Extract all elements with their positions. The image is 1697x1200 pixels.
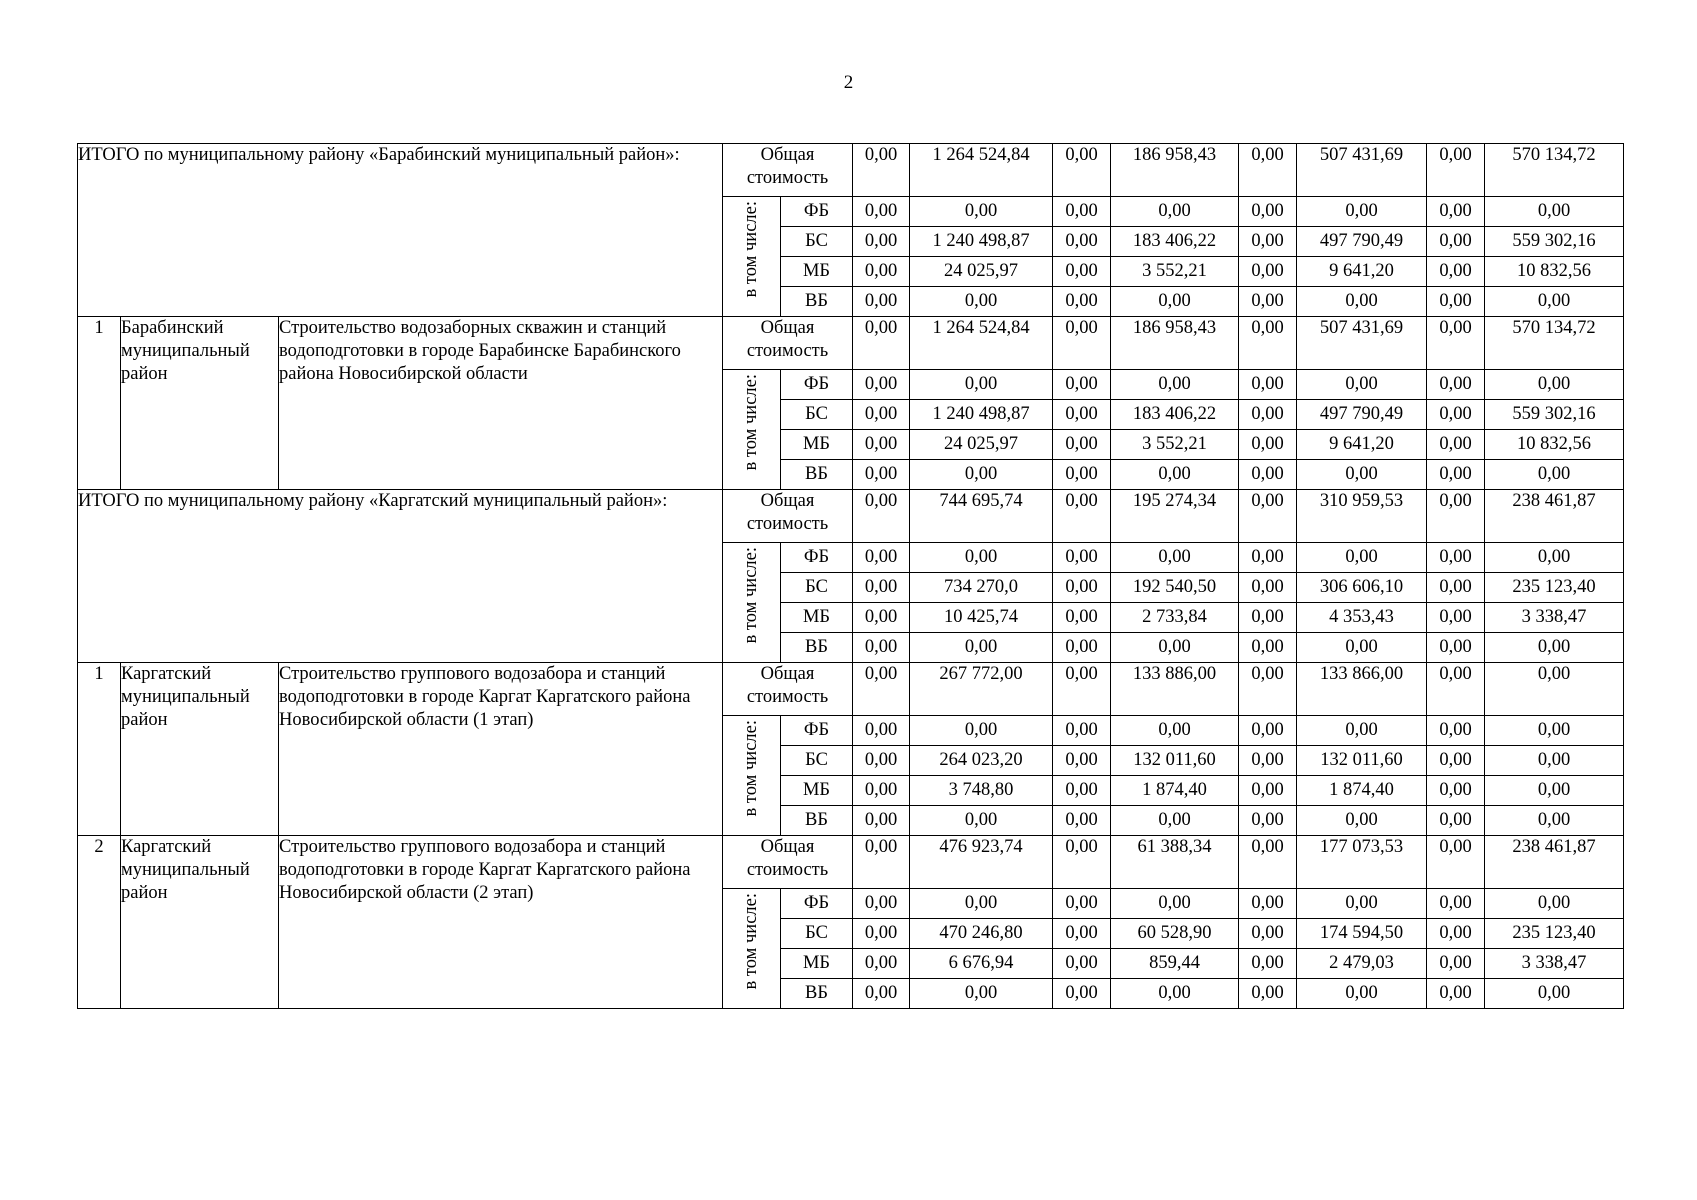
amount-cell: 132 011,60 xyxy=(1111,746,1239,776)
funding-source-label: МБ xyxy=(781,257,853,287)
amount-cell: 0,00 xyxy=(1053,633,1111,663)
amount-cell: 0,00 xyxy=(1053,806,1111,836)
amount-cell: 0,00 xyxy=(1427,197,1485,227)
amount-cell: 0,00 xyxy=(1239,633,1297,663)
amount-cell: 1 240 498,87 xyxy=(910,400,1053,430)
amount-cell: 186 958,43 xyxy=(1111,317,1239,370)
district-total-title: ИТОГО по муниципальному району «Барабинский муниципальный район»: xyxy=(78,144,723,317)
amount-cell: 3 552,21 xyxy=(1111,257,1239,287)
amount-cell: 0,00 xyxy=(1053,889,1111,919)
funding-source-label: МБ xyxy=(781,949,853,979)
amount-cell: 0,00 xyxy=(910,460,1053,490)
amount-cell: 0,00 xyxy=(1297,889,1427,919)
amount-cell: 0,00 xyxy=(1053,949,1111,979)
amount-cell: 0,00 xyxy=(1297,460,1427,490)
amount-cell: 3 338,47 xyxy=(1485,949,1624,979)
amount-cell: 177 073,53 xyxy=(1297,836,1427,889)
amount-cell: 0,00 xyxy=(1053,663,1111,716)
amount-cell: 0,00 xyxy=(910,979,1053,1009)
amount-cell: 60 528,90 xyxy=(1111,919,1239,949)
amount-cell: 0,00 xyxy=(853,716,910,746)
amount-cell: 0,00 xyxy=(1485,716,1624,746)
amount-cell: 10 832,56 xyxy=(1485,430,1624,460)
amount-cell: 235 123,40 xyxy=(1485,573,1624,603)
amount-cell: 0,00 xyxy=(1485,633,1624,663)
amount-cell: 0,00 xyxy=(1111,806,1239,836)
amount-cell: 0,00 xyxy=(1427,806,1485,836)
funding-source-label: ВБ xyxy=(781,633,853,663)
funding-source-label: МБ xyxy=(781,430,853,460)
amount-cell: 1 874,40 xyxy=(1111,776,1239,806)
amount-cell: 0,00 xyxy=(1239,806,1297,836)
amount-cell: 0,00 xyxy=(910,197,1053,227)
amount-cell: 0,00 xyxy=(1111,889,1239,919)
amount-cell: 0,00 xyxy=(1239,979,1297,1009)
amount-cell: 186 958,43 xyxy=(1111,144,1239,197)
amount-cell: 0,00 xyxy=(1111,370,1239,400)
amount-cell: 0,00 xyxy=(1485,806,1624,836)
amount-cell: 238 461,87 xyxy=(1485,836,1624,889)
amount-cell: 183 406,22 xyxy=(1111,227,1239,257)
amount-cell: 470 246,80 xyxy=(910,919,1053,949)
amount-cell: 0,00 xyxy=(1111,979,1239,1009)
amount-cell: 0,00 xyxy=(1427,836,1485,889)
amount-cell: 61 388,34 xyxy=(1111,836,1239,889)
amount-cell: 0,00 xyxy=(1053,317,1111,370)
amount-cell: 0,00 xyxy=(1053,603,1111,633)
amount-cell: 0,00 xyxy=(1427,257,1485,287)
funding-source-label: БС xyxy=(781,746,853,776)
amount-cell: 0,00 xyxy=(853,257,910,287)
amount-cell: 497 790,49 xyxy=(1297,400,1427,430)
amount-cell: 0,00 xyxy=(910,806,1053,836)
amount-cell: 3 338,47 xyxy=(1485,603,1624,633)
amount-cell: 0,00 xyxy=(1427,633,1485,663)
amount-cell: 0,00 xyxy=(1297,979,1427,1009)
amount-cell: 0,00 xyxy=(1239,776,1297,806)
amount-cell: 0,00 xyxy=(1427,603,1485,633)
total-cost-label: Общая стоимость xyxy=(723,490,853,543)
block-total-row xyxy=(78,663,1624,716)
including-label: в том числе: xyxy=(741,547,762,644)
block-total-row xyxy=(78,836,1624,889)
funding-source-label: МБ xyxy=(781,776,853,806)
amount-cell: 0,00 xyxy=(1297,716,1427,746)
item-index: 1 xyxy=(78,663,121,836)
amount-cell: 0,00 xyxy=(853,227,910,257)
amount-cell: 3 748,80 xyxy=(910,776,1053,806)
amount-cell: 235 123,40 xyxy=(1485,919,1624,949)
amount-cell: 4 353,43 xyxy=(1297,603,1427,633)
amount-cell: 0,00 xyxy=(1053,543,1111,573)
amount-cell: 0,00 xyxy=(1053,287,1111,317)
amount-cell: 0,00 xyxy=(853,889,910,919)
amount-cell: 0,00 xyxy=(1111,460,1239,490)
block-total-row xyxy=(78,144,1624,197)
amount-cell: 0,00 xyxy=(1111,633,1239,663)
amount-cell: 0,00 xyxy=(853,776,910,806)
amount-cell: 0,00 xyxy=(1427,430,1485,460)
funding-source-label: ВБ xyxy=(781,806,853,836)
amount-cell: 24 025,97 xyxy=(910,257,1053,287)
amount-cell: 0,00 xyxy=(1485,287,1624,317)
amount-cell: 0,00 xyxy=(1427,543,1485,573)
amount-cell: 0,00 xyxy=(1239,949,1297,979)
amount-cell: 0,00 xyxy=(1239,603,1297,633)
amount-cell: 0,00 xyxy=(910,889,1053,919)
amount-cell: 10 425,74 xyxy=(910,603,1053,633)
amount-cell: 0,00 xyxy=(1427,949,1485,979)
amount-cell: 174 594,50 xyxy=(1297,919,1427,949)
amount-cell: 0,00 xyxy=(1239,573,1297,603)
district-total-title: ИТОГО по муниципальному району «Каргатский муниципальный район»: xyxy=(78,490,723,663)
amount-cell: 0,00 xyxy=(1239,400,1297,430)
amount-cell: 0,00 xyxy=(1053,197,1111,227)
amount-cell: 476 923,74 xyxy=(910,836,1053,889)
amount-cell: 267 772,00 xyxy=(910,663,1053,716)
amount-cell: 0,00 xyxy=(910,370,1053,400)
amount-cell: 0,00 xyxy=(1053,460,1111,490)
amount-cell: 0,00 xyxy=(853,949,910,979)
amount-cell: 9 641,20 xyxy=(1297,257,1427,287)
amount-cell: 0,00 xyxy=(853,287,910,317)
funding-source-label: ФБ xyxy=(781,889,853,919)
amount-cell: 1 240 498,87 xyxy=(910,227,1053,257)
amount-cell: 0,00 xyxy=(1427,287,1485,317)
amount-cell: 3 552,21 xyxy=(1111,430,1239,460)
amount-cell: 0,00 xyxy=(853,490,910,543)
amount-cell: 0,00 xyxy=(1239,227,1297,257)
amount-cell: 0,00 xyxy=(1485,197,1624,227)
amount-cell: 0,00 xyxy=(853,919,910,949)
including-label-cell xyxy=(723,370,781,490)
amount-cell: 2 733,84 xyxy=(1111,603,1239,633)
amount-cell: 132 011,60 xyxy=(1297,746,1427,776)
amount-cell: 0,00 xyxy=(1111,716,1239,746)
amount-cell: 0,00 xyxy=(853,603,910,633)
funding-source-label: ФБ xyxy=(781,543,853,573)
amount-cell: 0,00 xyxy=(1053,746,1111,776)
amount-cell: 0,00 xyxy=(1297,370,1427,400)
amount-cell: 507 431,69 xyxy=(1297,317,1427,370)
amount-cell: 744 695,74 xyxy=(910,490,1053,543)
amount-cell: 0,00 xyxy=(1485,746,1624,776)
amount-cell: 859,44 xyxy=(1111,949,1239,979)
amount-cell: 310 959,53 xyxy=(1297,490,1427,543)
amount-cell: 264 023,20 xyxy=(910,746,1053,776)
amount-cell: 1 264 524,84 xyxy=(910,144,1053,197)
amount-cell: 0,00 xyxy=(1053,227,1111,257)
amount-cell: 0,00 xyxy=(1427,889,1485,919)
amount-cell: 559 302,16 xyxy=(1485,400,1624,430)
item-district: Барабинский муниципальный район xyxy=(121,317,279,490)
amount-cell: 0,00 xyxy=(1239,257,1297,287)
page-number: 2 xyxy=(843,72,854,93)
amount-cell: 0,00 xyxy=(1427,144,1485,197)
amount-cell: 0,00 xyxy=(910,287,1053,317)
amount-cell: 0,00 xyxy=(910,543,1053,573)
including-label-cell xyxy=(723,543,781,663)
funding-source-label: ФБ xyxy=(781,197,853,227)
amount-cell: 6 676,94 xyxy=(910,949,1053,979)
amount-cell: 0,00 xyxy=(1239,460,1297,490)
amount-cell: 0,00 xyxy=(853,836,910,889)
funding-source-label: МБ xyxy=(781,603,853,633)
block-total-row xyxy=(78,490,1624,543)
amount-cell: 10 832,56 xyxy=(1485,257,1624,287)
amount-cell: 0,00 xyxy=(853,460,910,490)
amount-cell: 306 606,10 xyxy=(1297,573,1427,603)
amount-cell: 0,00 xyxy=(853,806,910,836)
amount-cell: 0,00 xyxy=(1485,663,1624,716)
amount-cell: 0,00 xyxy=(1485,776,1624,806)
amount-cell: 0,00 xyxy=(1239,889,1297,919)
amount-cell: 0,00 xyxy=(1297,543,1427,573)
funding-source-label: ВБ xyxy=(781,979,853,1009)
amount-cell: 0,00 xyxy=(1239,919,1297,949)
table-body xyxy=(78,144,1624,1009)
amount-cell: 0,00 xyxy=(1239,317,1297,370)
amount-cell: 0,00 xyxy=(1297,633,1427,663)
amount-cell: 133 886,00 xyxy=(1111,663,1239,716)
including-label-cell xyxy=(723,197,781,317)
amount-cell: 0,00 xyxy=(1053,430,1111,460)
item-description: Строительство водозаборных скважин и станций водоподготовки в городе Барабинске Барабинского района Новосибирской области xyxy=(279,317,723,490)
amount-cell: 195 274,34 xyxy=(1111,490,1239,543)
amount-cell: 734 270,0 xyxy=(910,573,1053,603)
amount-cell: 0,00 xyxy=(853,663,910,716)
item-index: 2 xyxy=(78,836,121,1009)
amount-cell: 0,00 xyxy=(853,979,910,1009)
amount-cell: 0,00 xyxy=(853,317,910,370)
total-cost-label: Общая стоимость xyxy=(723,317,853,370)
amount-cell: 0,00 xyxy=(853,746,910,776)
amount-cell: 24 025,97 xyxy=(910,430,1053,460)
block-total-row xyxy=(78,317,1624,370)
amount-cell: 0,00 xyxy=(1427,746,1485,776)
funding-source-label: ФБ xyxy=(781,370,853,400)
amount-cell: 1 874,40 xyxy=(1297,776,1427,806)
amount-cell: 0,00 xyxy=(910,716,1053,746)
amount-cell: 0,00 xyxy=(1053,836,1111,889)
amount-cell: 0,00 xyxy=(853,144,910,197)
amount-cell: 0,00 xyxy=(1427,776,1485,806)
amount-cell: 0,00 xyxy=(1297,806,1427,836)
funding-source-label: БС xyxy=(781,227,853,257)
funding-source-label: ФБ xyxy=(781,716,853,746)
item-district: Каргатский муниципальный район xyxy=(121,663,279,836)
amount-cell: 2 479,03 xyxy=(1297,949,1427,979)
amount-cell: 183 406,22 xyxy=(1111,400,1239,430)
amount-cell: 0,00 xyxy=(1053,144,1111,197)
amount-cell: 0,00 xyxy=(1427,460,1485,490)
funding-source-label: БС xyxy=(781,400,853,430)
amount-cell: 570 134,72 xyxy=(1485,317,1624,370)
amount-cell: 0,00 xyxy=(1427,490,1485,543)
funding-source-label: ВБ xyxy=(781,460,853,490)
funding-source-label: ВБ xyxy=(781,287,853,317)
amount-cell: 0,00 xyxy=(1485,370,1624,400)
amount-cell: 0,00 xyxy=(1297,197,1427,227)
amount-cell: 0,00 xyxy=(1053,490,1111,543)
amount-cell: 0,00 xyxy=(1053,716,1111,746)
amount-cell: 0,00 xyxy=(1239,490,1297,543)
item-description: Строительство группового водозабора и станций водоподготовки в городе Каргат Каргатского района Новосибирской области (1 этап) xyxy=(279,663,723,836)
amount-cell: 0,00 xyxy=(1239,663,1297,716)
amount-cell: 0,00 xyxy=(1053,370,1111,400)
amount-cell: 570 134,72 xyxy=(1485,144,1624,197)
item-index: 1 xyxy=(78,317,121,490)
including-label: в том числе: xyxy=(741,720,762,817)
amount-cell: 0,00 xyxy=(853,573,910,603)
amount-cell: 0,00 xyxy=(1485,460,1624,490)
amount-cell: 0,00 xyxy=(1427,663,1485,716)
amount-cell: 0,00 xyxy=(1053,257,1111,287)
amount-cell: 0,00 xyxy=(1239,746,1297,776)
amount-cell: 0,00 xyxy=(853,543,910,573)
amount-cell: 0,00 xyxy=(1239,430,1297,460)
amount-cell: 1 264 524,84 xyxy=(910,317,1053,370)
amount-cell: 0,00 xyxy=(853,633,910,663)
amount-cell: 0,00 xyxy=(853,400,910,430)
amount-cell: 0,00 xyxy=(1485,543,1624,573)
amount-cell: 0,00 xyxy=(1239,836,1297,889)
amount-cell: 0,00 xyxy=(1239,543,1297,573)
amount-cell: 0,00 xyxy=(1111,287,1239,317)
amount-cell: 0,00 xyxy=(1053,573,1111,603)
total-cost-label: Общая стоимость xyxy=(723,836,853,889)
amount-cell: 0,00 xyxy=(1485,979,1624,1009)
amount-cell: 9 641,20 xyxy=(1297,430,1427,460)
amount-cell: 559 302,16 xyxy=(1485,227,1624,257)
amount-cell: 507 431,69 xyxy=(1297,144,1427,197)
amount-cell: 0,00 xyxy=(1111,197,1239,227)
amount-cell: 0,00 xyxy=(1427,573,1485,603)
amount-cell: 0,00 xyxy=(1485,889,1624,919)
total-cost-label: Общая стоимость xyxy=(723,144,853,197)
including-label: в том числе: xyxy=(741,893,762,990)
amount-cell: 133 866,00 xyxy=(1297,663,1427,716)
amount-cell: 0,00 xyxy=(853,197,910,227)
amount-cell: 238 461,87 xyxy=(1485,490,1624,543)
amount-cell: 0,00 xyxy=(1239,144,1297,197)
amount-cell: 0,00 xyxy=(1053,979,1111,1009)
amount-cell: 0,00 xyxy=(1427,370,1485,400)
amount-cell: 192 540,50 xyxy=(1111,573,1239,603)
amount-cell: 0,00 xyxy=(1427,317,1485,370)
item-district: Каргатский муниципальный район xyxy=(121,836,279,1009)
funding-source-label: БС xyxy=(781,919,853,949)
total-cost-label: Общая стоимость xyxy=(723,663,853,716)
amount-cell: 0,00 xyxy=(1427,979,1485,1009)
amount-cell: 497 790,49 xyxy=(1297,227,1427,257)
amount-cell: 0,00 xyxy=(1297,287,1427,317)
amount-cell: 0,00 xyxy=(853,370,910,400)
amount-cell: 0,00 xyxy=(1427,716,1485,746)
amount-cell: 0,00 xyxy=(1239,370,1297,400)
including-label: в том числе: xyxy=(741,374,762,471)
including-label-cell xyxy=(723,716,781,836)
amount-cell: 0,00 xyxy=(853,430,910,460)
financing-table xyxy=(77,143,1624,1009)
amount-cell: 0,00 xyxy=(1053,400,1111,430)
funding-source-label: БС xyxy=(781,573,853,603)
including-label: в том числе: xyxy=(741,201,762,298)
amount-cell: 0,00 xyxy=(1111,543,1239,573)
amount-cell: 0,00 xyxy=(1239,197,1297,227)
amount-cell: 0,00 xyxy=(1053,919,1111,949)
amount-cell: 0,00 xyxy=(1427,400,1485,430)
amount-cell: 0,00 xyxy=(1239,716,1297,746)
amount-cell: 0,00 xyxy=(1427,919,1485,949)
item-description: Строительство группового водозабора и станций водоподготовки в городе Каргат Каргатского района Новосибирской области (2 этап) xyxy=(279,836,723,1009)
including-label-cell xyxy=(723,889,781,1009)
amount-cell: 0,00 xyxy=(1239,287,1297,317)
amount-cell: 0,00 xyxy=(1053,776,1111,806)
amount-cell: 0,00 xyxy=(1427,227,1485,257)
amount-cell: 0,00 xyxy=(910,633,1053,663)
